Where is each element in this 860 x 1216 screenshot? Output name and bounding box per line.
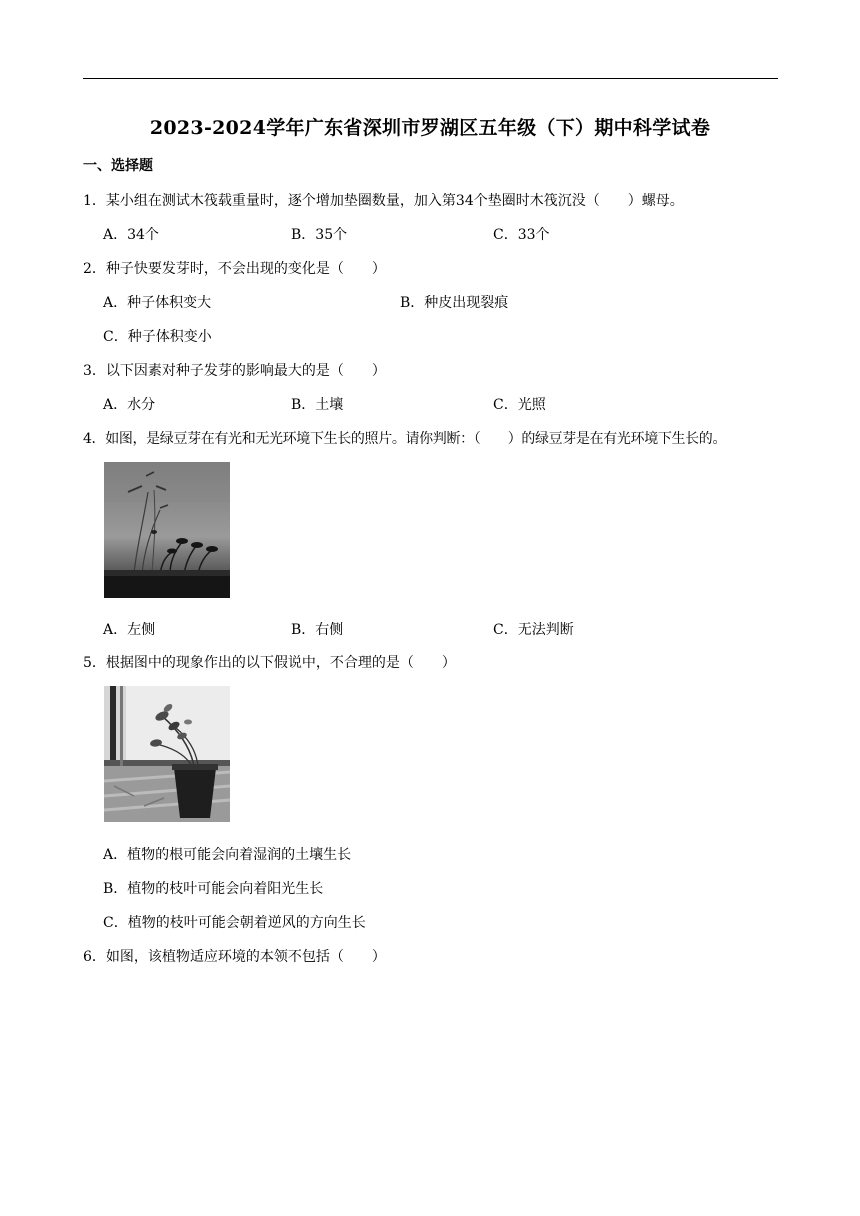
question-2-stem: 2．种子快要发芽时，不会出现的变化是（ ） — [83, 261, 386, 277]
header-rule — [83, 78, 778, 79]
question-2-option-a[interactable]: A．种子体积变大 — [103, 295, 212, 311]
question-1-stem: 1．某小组在测试木筏载重量时，逐个增加垫圈数量，加入第34个垫圈时木筏沉没（ ）螺母。 — [83, 193, 684, 209]
section-heading: 一、选择题 — [83, 158, 153, 174]
question-5-option-b[interactable]: B．植物的枝叶可能会向着阳光生长 — [103, 881, 324, 897]
question-3-stem: 3．以下因素对种子发芽的影响最大的是（ ） — [83, 363, 386, 379]
question-4-stem: 4．如图，是绿豆芽在有光和无光环境下生长的照片。请你判断：（ ）的绿豆芽是在有光环境下生长的。 — [83, 431, 727, 447]
question-1-option-b[interactable]: B．35个 — [291, 227, 348, 243]
question-2-option-c[interactable]: C．种子体积变小 — [103, 329, 212, 345]
mung-bean-sprouts-photo — [104, 462, 230, 598]
question-1-option-a[interactable]: A．34个 — [103, 227, 159, 243]
question-5-stem: 5．根据图中的现象作出的以下假说中，不合理的是（ ） — [83, 655, 456, 671]
question-5-option-c[interactable]: C．植物的枝叶可能会朝着逆风的方向生长 — [103, 915, 366, 931]
question-4-option-a[interactable]: A．左侧 — [103, 622, 156, 638]
question-6-stem: 6．如图，该植物适应环境的本领不包括（ ） — [83, 949, 386, 965]
question-2-option-b[interactable]: B．种皮出现裂痕 — [400, 295, 509, 311]
question-1-option-c[interactable]: C．33个 — [493, 227, 550, 243]
question-3-option-c[interactable]: C．光照 — [493, 397, 546, 413]
question-3-option-a[interactable]: A．水分 — [103, 397, 156, 413]
question-3-option-b[interactable]: B．土壤 — [291, 397, 344, 413]
potted-plant-window-photo — [104, 686, 230, 822]
question-4-option-c[interactable]: C．无法判断 — [493, 622, 574, 638]
question-5-option-a[interactable]: A．植物的根可能会向着湿润的土壤生长 — [103, 847, 352, 863]
question-4-option-b[interactable]: B．右侧 — [291, 622, 344, 638]
exam-title: 2023-2024学年广东省深圳市罗湖区五年级（下）期中科学试卷 — [149, 117, 711, 139]
